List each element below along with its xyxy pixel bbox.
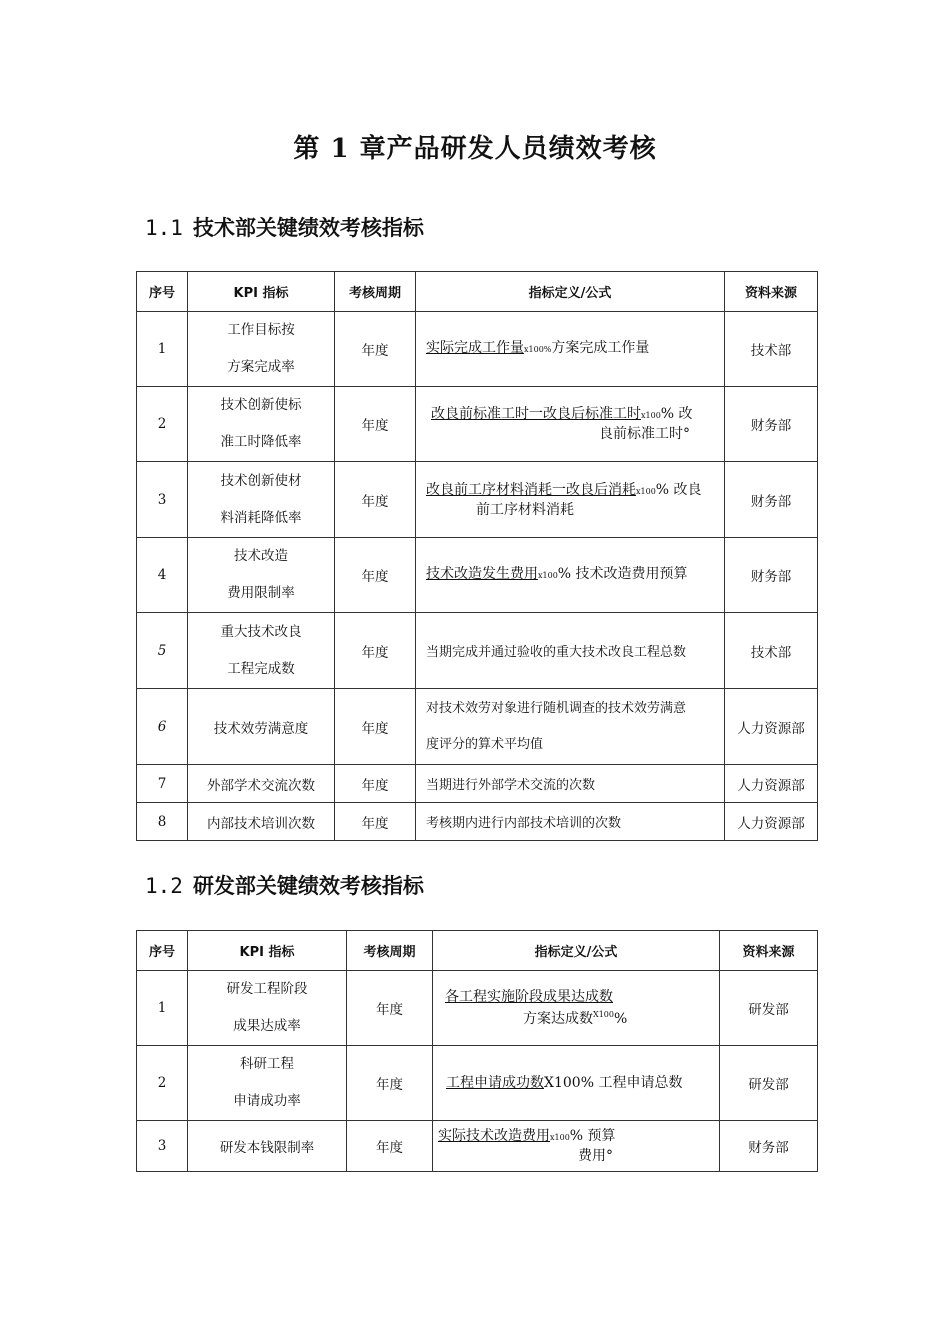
cycle-cell: 年度 [335, 689, 416, 765]
table-row [137, 689, 818, 765]
table-row [137, 312, 818, 387]
definition-cell: 改良前标准工时一改良后标准工时x100% 改 良前标准工时° [416, 387, 725, 462]
definition-cell: 工程申请成功数X100% 工程申请总数 [433, 1046, 720, 1121]
definition-cell: 实际技术改造费用x100% 预算 费用° [433, 1121, 720, 1172]
table-row [137, 765, 818, 803]
section-heading-2 [145, 870, 424, 900]
section-title: 技术部关键绩效考核指标 [192, 215, 424, 240]
row-number: 1 [137, 312, 188, 387]
row-number: 7 [137, 765, 188, 803]
kpi-table-tech [136, 271, 818, 841]
row-number: 8 [137, 803, 188, 841]
definition-cell: 实际完成工作量x100%方案完成工作量 [416, 312, 725, 387]
table-row [137, 1046, 818, 1121]
section-number: 1.1 [145, 216, 183, 240]
kpi-name: 研发工程阶段 成果达成率 [188, 971, 347, 1046]
section-heading-1 [145, 212, 424, 242]
cycle-cell: 年度 [335, 538, 416, 613]
cycle-cell: 年度 [335, 387, 416, 462]
page-title: 第 1 章产品研发人员绩效考核 [293, 134, 657, 164]
definition-cell: 考核期内进行内部技术培训的次数 [416, 803, 725, 841]
definition-cell: 各工程实施阶段成果达成数 方案达成数$^{X100}$% [433, 971, 720, 1046]
cycle-cell: 年度 [347, 1046, 433, 1121]
kpi-name: 科研工程 申请成功率 [188, 1046, 347, 1121]
section-number: 1.2 [145, 874, 183, 898]
header-cell: 序号 [137, 931, 188, 971]
kpi-name: 外部学术交流次数 [188, 765, 335, 803]
cycle-cell: 年度 [347, 971, 433, 1046]
source-cell: 财务部 [725, 387, 818, 462]
kpi-name: 内部技术培训次数 [188, 803, 335, 841]
source-cell: 研发部 [720, 971, 818, 1046]
row-number: 3 [137, 462, 188, 538]
kpi-table-rnd [136, 930, 818, 1172]
table-header-row [137, 272, 818, 312]
source-cell: 研发部 [720, 1046, 818, 1121]
definition-cell: 当期进行外部学术交流的次数 [416, 765, 725, 803]
table-row [137, 462, 818, 538]
header-cell: 资料来源 [725, 272, 818, 312]
definition-cell: 技术改造发生费用x100% 技术改造费用预算 [416, 538, 725, 613]
row-number: 6 [137, 689, 188, 765]
cycle-cell: 年度 [335, 803, 416, 841]
definition-cell: 当期完成并通过验收的重大技术改良工程总数 [416, 613, 725, 689]
table-row [137, 971, 818, 1046]
section-title: 研发部关键绩效考核指标 [192, 873, 424, 898]
source-cell: 人力资源部 [725, 803, 818, 841]
header-cell: 序号 [137, 272, 188, 312]
table-row [137, 387, 818, 462]
table-row [137, 538, 818, 613]
table-row [137, 613, 818, 689]
kpi-name: 工作目标按 方案完成率 [188, 312, 335, 387]
source-cell: 财务部 [720, 1121, 818, 1172]
row-number: 2 [137, 387, 188, 462]
cycle-cell: 年度 [335, 312, 416, 387]
header-cell: KPI 指标 [188, 931, 347, 971]
kpi-name: 重大技术改良 工程完成数 [188, 613, 335, 689]
row-number: 4 [137, 538, 188, 613]
row-number: 1 [137, 971, 188, 1046]
header-cell: KPI 指标 [188, 272, 335, 312]
source-cell: 技术部 [725, 312, 818, 387]
kpi-name: 技术创新使材 料消耗降低率 [188, 462, 335, 538]
row-number: 2 [137, 1046, 188, 1121]
cycle-cell: 年度 [335, 765, 416, 803]
header-cell: 指标定义/公式 [416, 272, 725, 312]
source-cell: 财务部 [725, 462, 818, 538]
cycle-cell: 年度 [335, 613, 416, 689]
cycle-cell: 年度 [347, 1121, 433, 1172]
source-cell: 人力资源部 [725, 765, 818, 803]
source-cell: 人力资源部 [725, 689, 818, 765]
header-cell: 考核周期 [347, 931, 433, 971]
kpi-name: 技术创新使标 准工时降低率 [188, 387, 335, 462]
header-cell: 指标定义/公式 [433, 931, 720, 971]
cycle-cell: 年度 [335, 462, 416, 538]
header-cell: 资料来源 [720, 931, 818, 971]
kpi-name: 技术改造 费用限制率 [188, 538, 335, 613]
row-number: 3 [137, 1121, 188, 1172]
table-header-row [137, 931, 818, 971]
table-row [137, 1121, 818, 1172]
table-row [137, 803, 818, 841]
row-number: 5 [137, 613, 188, 689]
definition-cell: 对技术效劳对象进行随机调查的技术效劳满意 度评分的算术平均值 [416, 689, 725, 765]
header-cell: 考核周期 [335, 272, 416, 312]
source-cell: 财务部 [725, 538, 818, 613]
kpi-name: 研发本钱限制率 [188, 1121, 347, 1172]
definition-cell: 改良前工序材料消耗一改良后消耗x100% 改良 前工序材料消耗 [416, 462, 725, 538]
source-cell: 技术部 [725, 613, 818, 689]
kpi-name: 技术效劳满意度 [188, 689, 335, 765]
